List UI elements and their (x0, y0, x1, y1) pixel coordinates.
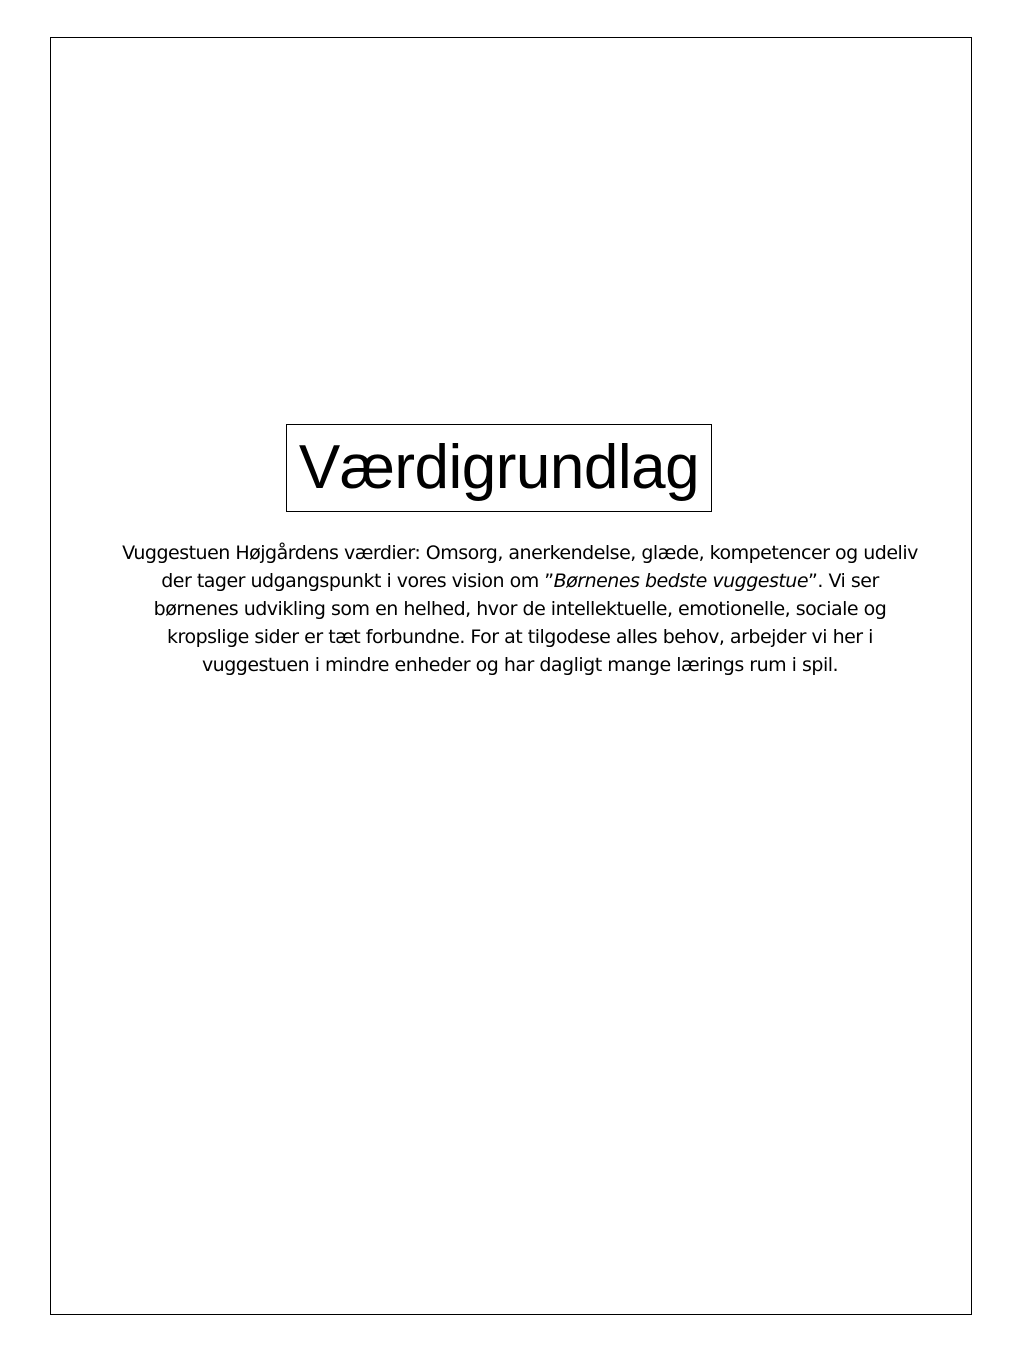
paragraph-text-start: Vuggestuen Højgårdens værdier: Omsorg, anerkendelse, glæde, kompetencer og udeliv der tager udgangspunkt i vores vision om ” (122, 542, 918, 592)
paragraph-text-end: ”. Vi ser børnenes udvikling som en helhed, hvor de intellektuelle, emotionelle, sociale og kropslige sider er tæt forbundne. For at tilgodese alles behov, arbejder vi her i vuggestuen i mindre enheder og har dagligt mange lærings rum i spil. (153, 570, 887, 676)
page-title: Værdigrundlag (298, 433, 700, 502)
values-paragraph (118, 539, 922, 679)
vision-quote: Børnenes bedste vuggestue (553, 570, 809, 592)
title-box (286, 424, 712, 512)
